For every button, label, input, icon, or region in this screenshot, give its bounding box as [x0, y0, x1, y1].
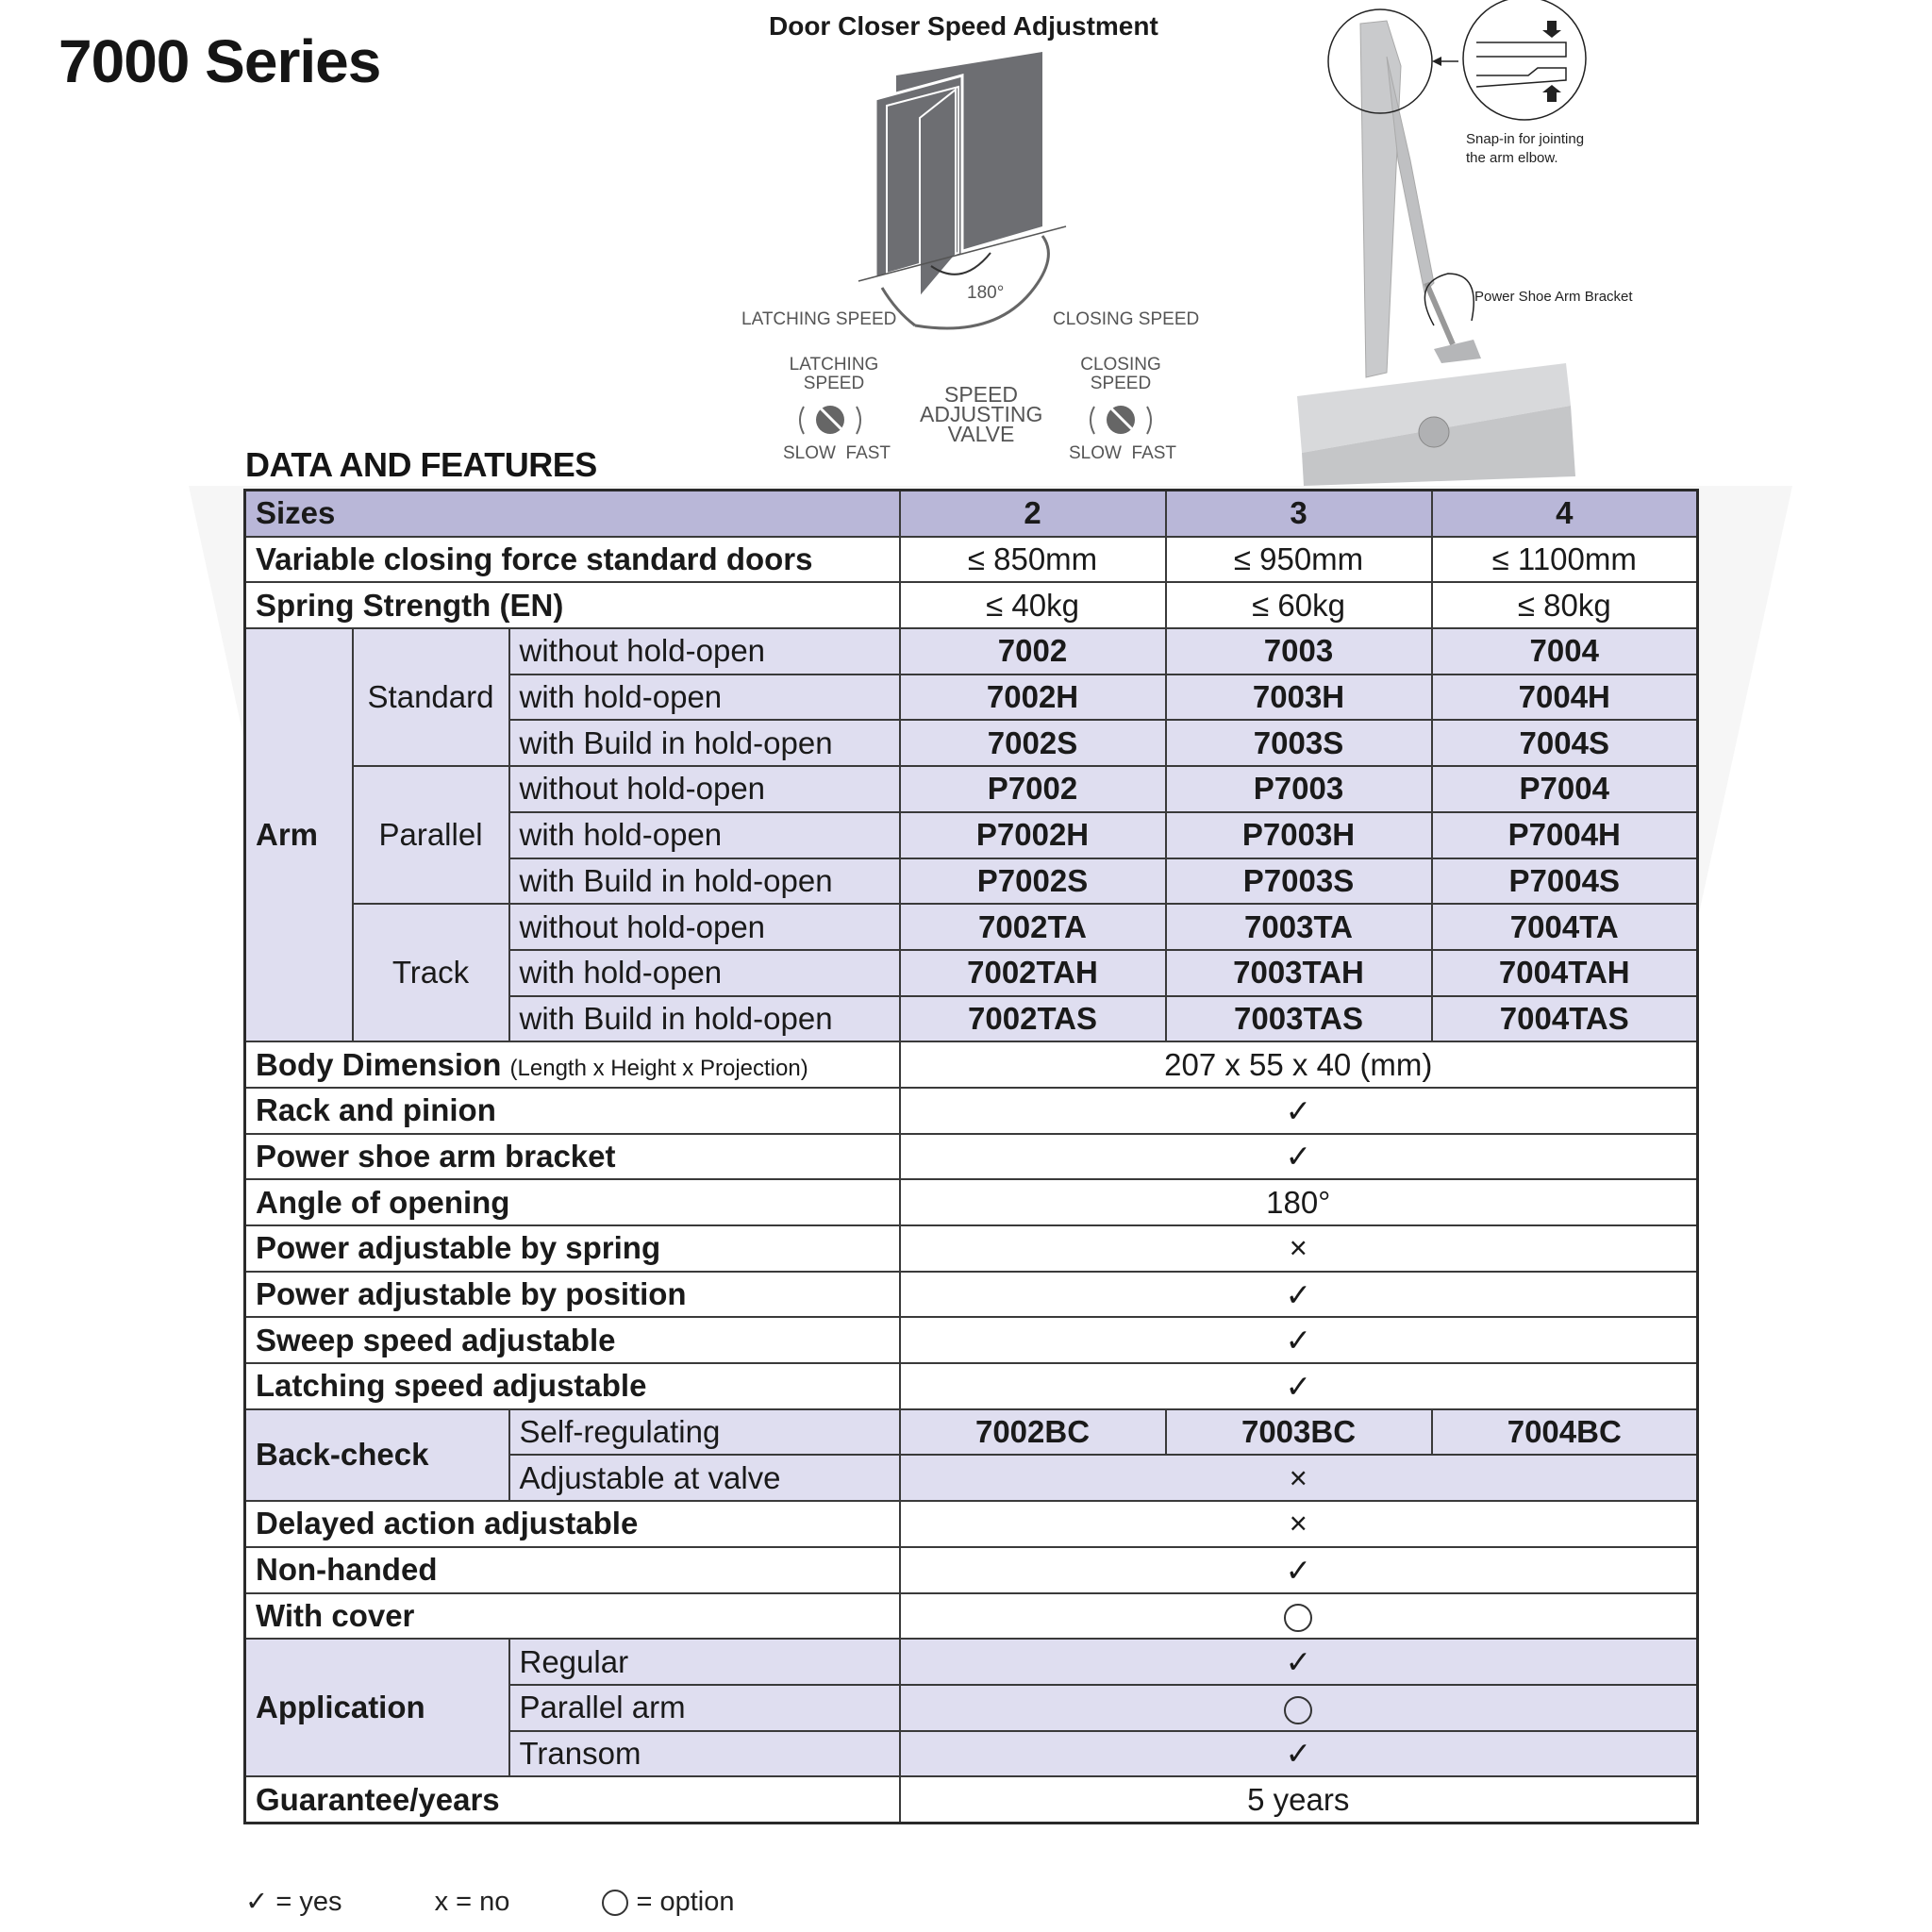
- feature-row: [245, 1593, 1698, 1640]
- model-number: 7003TAH: [1166, 950, 1432, 996]
- application-type-label: Parallel arm: [509, 1685, 900, 1731]
- arm-group-label: Standard: [353, 628, 509, 766]
- feature-label: Rack and pinion: [245, 1088, 900, 1134]
- model-number: P7003: [1166, 766, 1432, 812]
- guarantee-row: [245, 1776, 1698, 1823]
- legend-no: x = no: [434, 1887, 510, 1917]
- body-dimension-note: (Length x Height x Projection): [509, 1055, 808, 1081]
- model-number: P7003H: [1166, 812, 1432, 858]
- check-value: ✓: [900, 1134, 1698, 1180]
- feature-label: Power adjustable by spring: [245, 1225, 900, 1272]
- spring-label: Spring Strength (EN): [245, 582, 900, 628]
- size-header: 2: [900, 491, 1166, 537]
- cross-value: ×: [900, 1455, 1698, 1501]
- feature-row: [245, 1179, 1698, 1225]
- application-type-label: Regular: [509, 1639, 900, 1685]
- cross-value: ×: [900, 1501, 1698, 1547]
- feature-row: [245, 1547, 1698, 1593]
- valve-left-line2: SPEED: [803, 374, 865, 393]
- feature-label: With cover: [245, 1593, 900, 1640]
- model-number: 7002S: [900, 720, 1166, 766]
- check-value: ✓: [900, 1272, 1698, 1318]
- feature-label: Power shoe arm bracket: [245, 1134, 900, 1180]
- feature-label: Angle of opening: [245, 1179, 900, 1225]
- size-header: 3: [1166, 491, 1432, 537]
- application-label: Application: [245, 1639, 509, 1776]
- model-number: P7002S: [900, 858, 1166, 905]
- arm-variant-label: without hold-open: [509, 766, 900, 812]
- check-value: ✓: [900, 1088, 1698, 1134]
- model-number: 7002H: [900, 675, 1166, 721]
- arm-variant-label: with Build in hold-open: [509, 720, 900, 766]
- check-value: ✓: [900, 1547, 1698, 1593]
- model-number: 7003H: [1166, 675, 1432, 721]
- model-number: P7003S: [1166, 858, 1432, 905]
- arm-variant-label: with hold-open: [509, 812, 900, 858]
- valve-left-slow-fast: SLOW FAST: [783, 443, 891, 463]
- body-dimension-row: [245, 1041, 1698, 1088]
- model-number: 7003: [1166, 628, 1432, 675]
- feature-row: [245, 1501, 1698, 1547]
- feature-label: Non-handed: [245, 1547, 900, 1593]
- check-icon: ✓: [245, 1887, 269, 1917]
- valve-left-line1: LATCHING: [789, 355, 879, 375]
- model-number: 7002: [900, 628, 1166, 675]
- angle-label: 180°: [967, 283, 1005, 303]
- circle-icon: [1284, 1696, 1312, 1724]
- model-number: 7002TA: [900, 904, 1166, 950]
- spring-value: ≤ 60kg: [1166, 582, 1432, 628]
- door-width-label: Variable closing force standard doors: [245, 537, 900, 583]
- speed-diagram-title: Door Closer Speed Adjustment: [769, 11, 1158, 41]
- feature-row: [245, 1317, 1698, 1363]
- closing-speed-label: CLOSING SPEED: [1053, 309, 1200, 329]
- valve-center-line1: SPEED: [944, 382, 1018, 407]
- body-dimension-label: Body Dimension (Length x Height x Projection): [245, 1041, 900, 1088]
- latching-speed-label: LATCHING SPEED: [741, 309, 897, 329]
- sizes-label: Sizes: [245, 491, 900, 537]
- model-number: P7004S: [1432, 858, 1698, 905]
- model-number: 7004: [1432, 628, 1698, 675]
- self-regulating-label: Self-regulating: [509, 1409, 900, 1456]
- arm-variant-label: with Build in hold-open: [509, 858, 900, 905]
- circle-icon: [1284, 1604, 1312, 1632]
- back-check-label: Back-check: [245, 1409, 509, 1501]
- body-dimension-value: 207 x 55 x 40 (mm): [900, 1041, 1698, 1088]
- spring-row: [245, 582, 1698, 628]
- snap-in-note: Snap-in for jointing the arm elbow.: [1466, 131, 1585, 166]
- arm-variant-label: without hold-open: [509, 628, 900, 675]
- model-number: 7004TA: [1432, 904, 1698, 950]
- door-width-value: ≤ 950mm: [1166, 537, 1432, 583]
- feature-label: Delayed action adjustable: [245, 1501, 900, 1547]
- feature-row: [245, 1134, 1698, 1180]
- model-number: 7002TAH: [900, 950, 1166, 996]
- model-number: 7002BC: [900, 1409, 1166, 1456]
- option-value: [900, 1685, 1698, 1731]
- option-value: [900, 1593, 1698, 1640]
- model-number: 7003S: [1166, 720, 1432, 766]
- guarantee-label: Guarantee/years: [245, 1776, 900, 1823]
- bracket-note: Power Shoe Arm Bracket: [1474, 289, 1633, 305]
- valve-screw-icon: [1083, 401, 1158, 439]
- feature-label: Power adjustable by position: [245, 1272, 900, 1318]
- feature-row: [245, 1363, 1698, 1409]
- circle-icon: [602, 1890, 628, 1916]
- check-value: ✓: [900, 1639, 1698, 1685]
- model-number: P7002: [900, 766, 1166, 812]
- arm-variant-label: with Build in hold-open: [509, 996, 900, 1042]
- feature-label: Latching speed adjustable: [245, 1363, 900, 1409]
- model-number: 7004TAS: [1432, 996, 1698, 1042]
- model-number: 7004TAH: [1432, 950, 1698, 996]
- spring-value: ≤ 80kg: [1432, 582, 1698, 628]
- model-number: P7004: [1432, 766, 1698, 812]
- door-closer-product-image: [1292, 0, 1670, 486]
- feature-label: Sweep speed adjustable: [245, 1317, 900, 1363]
- spring-value: ≤ 40kg: [900, 582, 1166, 628]
- valve-right-slow-fast: SLOW FAST: [1069, 443, 1177, 463]
- valve-right-line1: CLOSING: [1080, 355, 1161, 375]
- guarantee-value: 5 years: [900, 1776, 1698, 1823]
- arm-group-label: Parallel: [353, 766, 509, 904]
- check-value: ✓: [900, 1731, 1698, 1777]
- arm-variant-label: with hold-open: [509, 950, 900, 996]
- application-row: [245, 1639, 1698, 1685]
- feature-value: 180°: [900, 1179, 1698, 1225]
- valve-right-line2: SPEED: [1090, 374, 1152, 393]
- feature-row: [245, 1088, 1698, 1134]
- application-type-label: Transom: [509, 1731, 900, 1777]
- back-check-row: [245, 1409, 1698, 1456]
- arm-variant-label: with hold-open: [509, 675, 900, 721]
- valve-screw-icon: [792, 401, 868, 439]
- adjustable-at-valve-label: Adjustable at valve: [509, 1455, 900, 1501]
- model-number: P7004H: [1432, 812, 1698, 858]
- arm-row: [245, 904, 1698, 950]
- valve-center-line3: VALVE: [947, 422, 1015, 446]
- model-number: 7003BC: [1166, 1409, 1432, 1456]
- model-number: 7004BC: [1432, 1409, 1698, 1456]
- page-title: 7000 Series: [58, 27, 381, 95]
- legend-yes: ✓ = yes: [245, 1887, 342, 1917]
- feature-row: [245, 1225, 1698, 1272]
- legend: [245, 1885, 820, 1918]
- model-number: 7004H: [1432, 675, 1698, 721]
- header-row: [245, 491, 1698, 537]
- model-number: 7003TA: [1166, 904, 1432, 950]
- door-width-value: ≤ 1100mm: [1432, 537, 1698, 583]
- arm-group-label: Track: [353, 904, 509, 1041]
- door-width-value: ≤ 850mm: [900, 537, 1166, 583]
- model-number: 7003TAS: [1166, 996, 1432, 1042]
- arm-label: Arm: [245, 628, 353, 1041]
- feature-row: [245, 1272, 1698, 1318]
- cross-value: ×: [900, 1225, 1698, 1272]
- check-value: ✓: [900, 1317, 1698, 1363]
- model-number: 7002TAS: [900, 996, 1166, 1042]
- model-number: P7002H: [900, 812, 1166, 858]
- arm-variant-label: without hold-open: [509, 904, 900, 950]
- arm-row: [245, 628, 1698, 675]
- door-width-row: [245, 537, 1698, 583]
- check-value: ✓: [900, 1363, 1698, 1409]
- cross-icon: x: [434, 1887, 449, 1917]
- model-number: 7004S: [1432, 720, 1698, 766]
- spec-table: [243, 489, 1699, 1824]
- valve-center-line2: ADJUSTING: [920, 402, 1043, 426]
- arm-row: [245, 766, 1698, 812]
- size-header: 4: [1432, 491, 1698, 537]
- section-title: DATA AND FEATURES: [245, 445, 597, 484]
- legend-option: = option: [602, 1887, 734, 1918]
